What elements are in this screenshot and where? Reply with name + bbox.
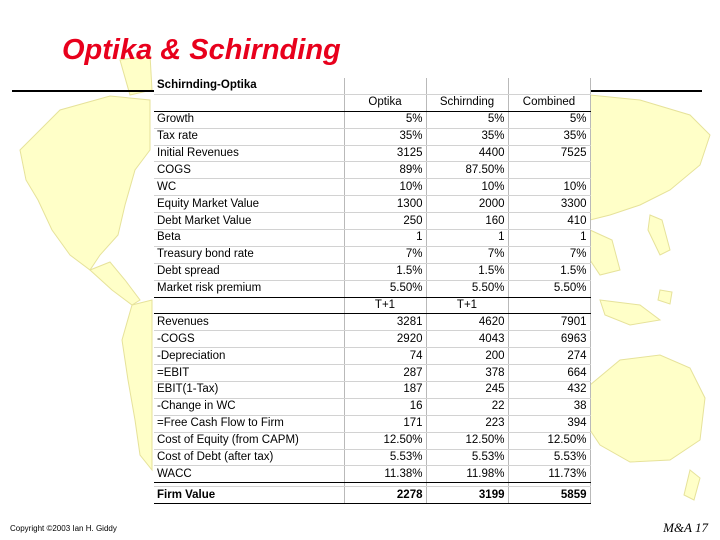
row-value: 1.5% [344,263,426,280]
row-value: 1300 [344,196,426,213]
row-value: 1 [508,230,590,247]
row-value [508,162,590,179]
assumption-row [154,246,590,263]
row-value: 5% [344,111,426,128]
period-header [508,297,590,314]
assumption-row [154,111,590,128]
row-label: -COGS [154,331,344,348]
row-value: 274 [508,348,590,365]
row-value: 664 [508,365,590,382]
pacific-islands-shape [658,290,672,304]
assumption-row [154,145,590,162]
row-value: 2920 [344,331,426,348]
row-label: Growth [154,111,344,128]
row-value: 35% [426,128,508,145]
row-label: Cost of Debt (after tax) [154,449,344,466]
south-america-shape [122,300,152,470]
row-value: 35% [508,128,590,145]
row-value: 2278 [344,487,426,504]
row-value: 5.53% [344,449,426,466]
projection-row [154,382,590,399]
assumption-row [154,162,590,179]
assumption-row [154,263,590,280]
sheet-name: Schirnding-Optika [154,78,344,94]
row-label: Revenues [154,314,344,331]
row-value: 87.50% [426,162,508,179]
assumption-row [154,230,590,247]
row-label: =Free Cash Flow to Firm [154,415,344,432]
assumption-row [154,280,590,297]
row-value: 7% [508,246,590,263]
new-zealand-shape [684,470,700,500]
row-label: =EBIT [154,365,344,382]
row-value: 11.98% [426,466,508,483]
row-value: 1 [426,230,508,247]
row-value: 5% [426,111,508,128]
row-label: Beta [154,230,344,247]
row-value: 35% [344,128,426,145]
assumption-row [154,196,590,213]
row-value: 5859 [508,487,590,504]
row-label: COGS [154,162,344,179]
projection-row [154,432,590,449]
projection-row [154,348,590,365]
row-value: 12.50% [426,432,508,449]
row-value: 89% [344,162,426,179]
projection-row [154,398,590,415]
assumption-row [154,213,590,230]
row-value: 410 [508,213,590,230]
row-value: 223 [426,415,508,432]
row-value: 6963 [508,331,590,348]
period-header: T+1 [426,297,508,314]
projection-row [154,331,590,348]
projection-row [154,365,590,382]
row-value: 245 [426,382,508,399]
row-value: 5.50% [344,280,426,297]
central-america-shape [90,262,140,305]
row-value: 4400 [426,145,508,162]
row-value: 10% [426,179,508,196]
row-value: 200 [426,348,508,365]
row-value: 38 [508,398,590,415]
row-value: 7% [344,246,426,263]
row-value: 11.73% [508,466,590,483]
australia-shape [590,355,705,462]
row-value: 3199 [426,487,508,504]
north-america-shape [20,96,150,270]
row-value: 187 [344,382,426,399]
row-value: 3281 [344,314,426,331]
row-label: Treasury bond rate [154,246,344,263]
japan-shape [648,215,670,255]
row-value: 11.38% [344,466,426,483]
row-value: 7901 [508,314,590,331]
row-value: 287 [344,365,426,382]
projection-row [154,449,590,466]
row-value: 5.53% [426,449,508,466]
row-label: Tax rate [154,128,344,145]
row-value: 22 [426,398,508,415]
row-label: -Depreciation [154,348,344,365]
row-value: 160 [426,213,508,230]
assumption-row [154,128,590,145]
row-value: 394 [508,415,590,432]
row-value: 12.50% [508,432,590,449]
row-value: 3125 [344,145,426,162]
row-label: Initial Revenues [154,145,344,162]
column-header-row [154,94,590,111]
row-value: 1.5% [508,263,590,280]
period-header: T+1 [344,297,426,314]
row-value: 2000 [426,196,508,213]
spreadsheet [154,78,590,516]
row-value: 5.50% [426,280,508,297]
row-label: Firm Value [154,487,344,504]
valuation-table-body [154,78,590,504]
row-value: 74 [344,348,426,365]
row-value: 4043 [426,331,508,348]
row-value: 10% [508,179,590,196]
projection-row [154,314,590,331]
row-value: 1 [344,230,426,247]
asia-shape [590,95,710,220]
row-value: 12.50% [344,432,426,449]
row-value: 4620 [426,314,508,331]
copyright-notice: Copyright ©2003 Ian H. Giddy [10,524,117,533]
row-label: WACC [154,466,344,483]
row-value: 378 [426,365,508,382]
period-header-row [154,297,590,314]
row-label: Cost of Equity (from CAPM) [154,432,344,449]
row-label: -Change in WC [154,398,344,415]
row-value: 16 [344,398,426,415]
header-combined: Combined [508,94,590,111]
sheet-name-row [154,78,590,94]
row-label: EBIT(1-Tax) [154,382,344,399]
row-label: WC [154,179,344,196]
row-value: 250 [344,213,426,230]
row-value: 10% [344,179,426,196]
projection-row [154,415,590,432]
row-value: 432 [508,382,590,399]
row-value: 3300 [508,196,590,213]
header-schirnding: Schirnding [426,94,508,111]
row-label: Debt spread [154,263,344,280]
row-label: Equity Market Value [154,196,344,213]
row-label: Debt Market Value [154,213,344,230]
valuation-table [154,78,591,504]
assumption-row [154,179,590,196]
row-value: 7% [426,246,508,263]
row-value: 5% [508,111,590,128]
southeast-asia-shape [590,230,620,275]
row-value: 7525 [508,145,590,162]
row-value: 5.50% [508,280,590,297]
slide-title: Optika & Schirnding [62,34,341,66]
indonesia-shape [600,300,660,325]
header-optika: Optika [344,94,426,111]
row-value: 171 [344,415,426,432]
row-label: Market risk premium [154,280,344,297]
slide-footer: M&A 17 [663,520,708,535]
row-value: 1.5% [426,263,508,280]
row-value: 5.53% [508,449,590,466]
firm-value-row [154,487,590,504]
projection-row [154,466,590,483]
